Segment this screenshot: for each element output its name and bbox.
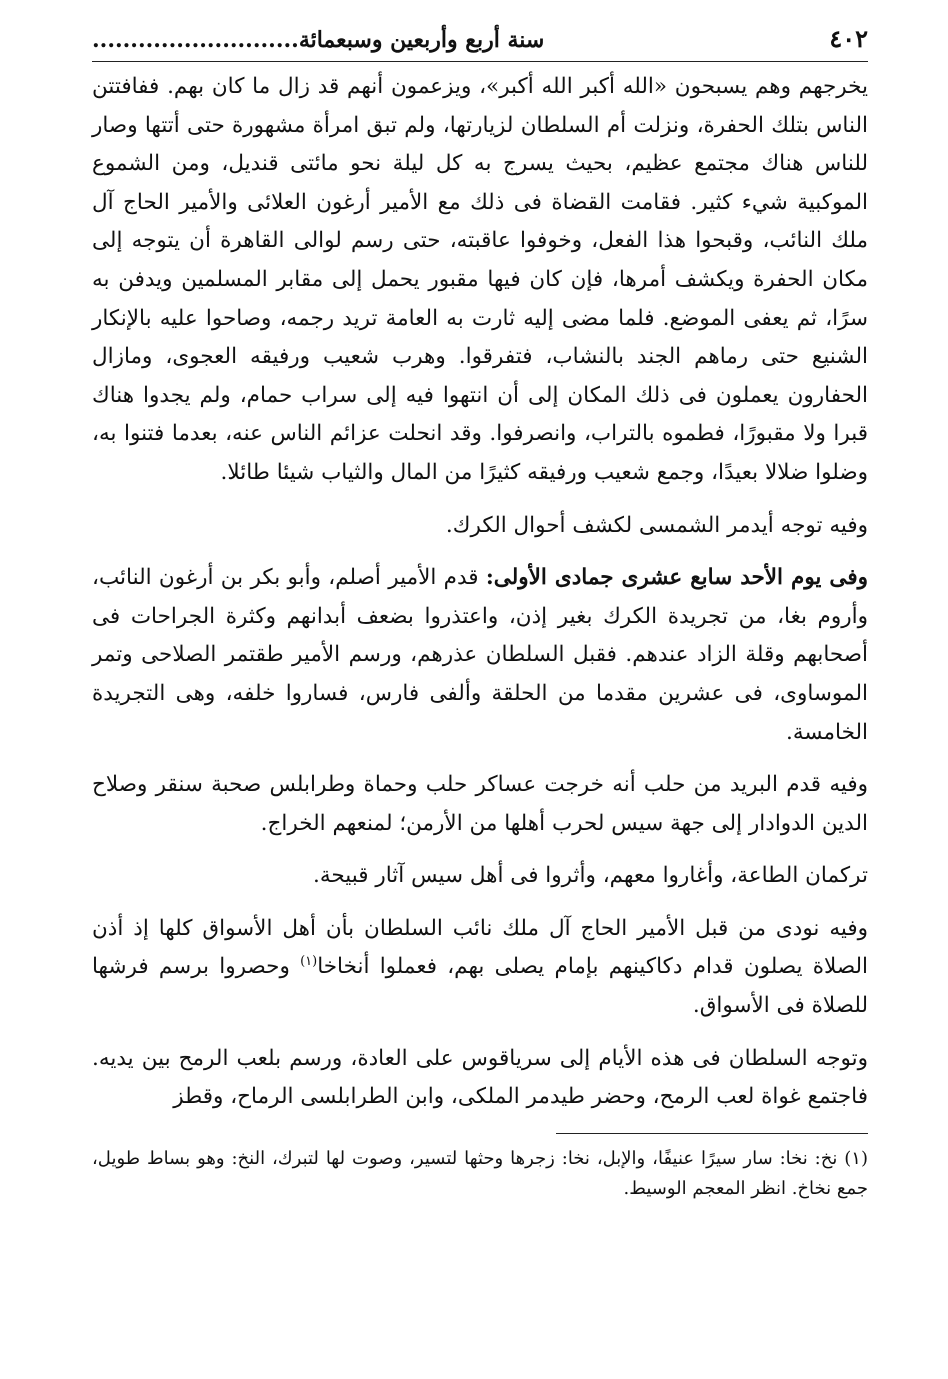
footnote (92, 1144, 868, 1204)
footnote-marker: (١) (300, 954, 318, 970)
paragraph-3 (92, 559, 868, 752)
paragraph-text: تركمان الطاعة، وأغاروا معهم، وأثروا فى أهل سيس آثار قبيحة. (313, 863, 868, 889)
paragraph-text: وتوجه السلطان فى هذه الأيام إلى سرياقوس على العادة، ورسم بلعب الرمح بين يديه. فاجتمع غواة لعب الرمح، وحضر طيدمر الملكى، وابن الطرابلسى الرماح، وقطز (92, 1045, 868, 1110)
paragraph-text: يخرجهم وهم يسبحون «الله أكبر الله أكبر»، ويزعمون أنهم قد زال ما كان بهم. ففافتتن الناس بتلك الحفرة، ونزلت أم السلطان لزيارتها، ولم تبق امرأة مشهورة حتى أتتها وصار للناس هناك مجتمع عظيم، بحيث يسرج به كل ليلة نحو مائتى قنديل، ومن الشموع الموكبية شيء كثير. فقامت القضاة فى ذلك مع الأمير أرغون العلائى والأمير الحاج آل ملك النائب، وقبحوا هذا الفعل، وخوفوا عاقبته، حتى رسم لوالى القاهرة أن يتوجه إلى مكان الحفرة ويكشف أمرها، فإن كان فيها مقبور يحمل إلى مقابر المسلمين ويدفن به سرًا، ثم يعفى الموضع. فلما مضى إليه ثارت به العامة تريد رجمه، وصاحوا عليه بالإنكار الشنيع حتى رماهم الجند بالنشاب، فتفرقوا. وهرب شعيب ورفيقه العجوى، ومازال الحفارون يعملون فى ذلك المكان إلى أن انتهوا فيه إلى سراب حمام، ولم يجدوا هناك قبرا ولا مقبورًا، فطموه بالتراب، وانصرفوا. وقد انحلت عزائم الناس عنه، بعدما فتنوا به، وضلوا ضلالا بعيدًا، وجمع شعيب ورفيقه كثيرًا من المال والثياب شيئا طائلا. (92, 74, 868, 485)
paragraph-7 (92, 1040, 868, 1117)
paragraph-5 (92, 857, 868, 896)
footnote-divider (556, 1133, 868, 1134)
paragraph-text: قدم الأمير أصلم، وأبو بكر بن أرغون النائب، وأروم بغا، من تجريدة الكرك بغير إذن، واعتذروا بضعف أبدانهم وكثرة الجراحات فى أصحابهم وقلة الزاد عندهم. فقبل السلطان عذرهم، ورسم الأمير طقتمر الصلاحى وتمر الموساوى، فى عشرين مقدما من الحلقة وألفى فارس، فساروا خلفه، وهى التجريدة الخامسة. (92, 565, 868, 745)
book-page (92, 22, 868, 1352)
paragraph-lead: وفى يوم الأحد سابع عشرى جمادى الأولى: (485, 565, 868, 591)
leader-dots: ........................... (92, 27, 299, 53)
footnote-text: (١) نخ: نخا: سار سيرًا عنيفًا، والإبل، نخا: زجرها وحثها لتسير، وصوت لها لتبرك، النخ: وهو بساط طويل، جمع نخاخ. انظر المعجم الوسيط. (92, 1147, 868, 1199)
paragraph-4 (92, 766, 868, 843)
running-header (92, 22, 868, 62)
running-title: سنة أربع وأربعين وسبعمائة (298, 27, 545, 53)
paragraph-2 (92, 507, 868, 546)
paragraph-text: وفيه نودى من قبل الأمير الحاج آل ملك نائب السلطان بأن أهل الأسواق كلها إذ أذن الصلاة يصلون قدام دكاكينهم بإمام يصلى بهم، فعملوا أنخاخا (92, 915, 868, 980)
page-number: ٤٠٢ (829, 24, 868, 53)
paragraph-text: وفيه توجه أيدمر الشمسى لكشف أحوال الكرك. (445, 512, 868, 538)
paragraph-1 (92, 68, 868, 493)
paragraph-6 (92, 910, 868, 1026)
running-title-wrap (92, 23, 544, 57)
body-text (92, 68, 868, 1117)
paragraph-text-after: وحصروا برسم فرشها للصلاة فى الأسواق. (92, 954, 868, 1019)
paragraph-text: وفيه قدم البريد من حلب أنه خرجت عساكر حلب وحماة وطرابلس صحبة سنقر وصلاح الدين الدوادار إلى جهة سيس لحرب أهلها من الأرمن؛ لمنعهم الخراج. (92, 772, 868, 836)
